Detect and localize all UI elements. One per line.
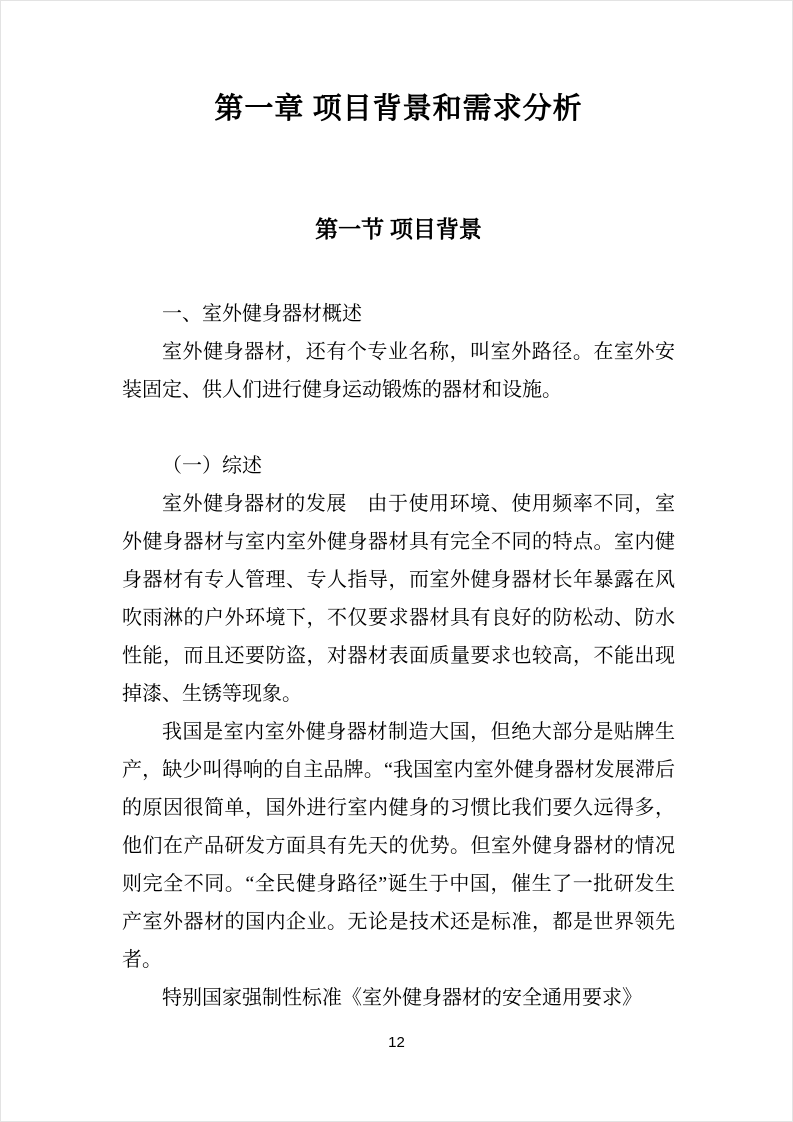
paragraph: 一、室外健身器材概述 [162,302,362,325]
paragraph: 我国是室内室外健身器材制造大国，但绝大部分是贴牌生产，缺少叫得响的自主品牌。“我国室内室外健身器材发展滞后的原因很简单，国外进行室内健身的习惯比我们要久远得多，他们在产品研发方面具有先天的优势。但室外健身器材的情况则完全不同。“全民健身路径”诞生于中国，催生了一批研发生产室外器材的国内企业。无论是技术还是标准，都是世界领先者。 [122,720,675,971]
paragraph: 室外健身器材，还有个专业名称，叫室外路径。在室外安装固定、供人们进行健身运动锻炼的器材和设施。 [122,340,675,401]
paragraph: 室外健身器材的发展 由于使用环境、使用频率不同，室外健身器材与室内室外健身器材具有完全不同的特点。室内健身器材有专人管理、专人指导，而室外健身器材长年暴露在风吹雨淋的户外环境下，不仅要求器材具有良好的防松动、防水性能，而且还要防盗，对器材表面质量要求也较高，不能出现掉漆、生锈等现象。 [122,492,675,705]
page-number: 12 [388,1034,405,1051]
paragraph: （一）综述 [162,454,262,477]
chapter-title: 第一章 项目背景和需求分析 [214,93,583,125]
section-title: 第一节 项目背景 [315,216,482,242]
paragraph: 特别国家强制性标准《室外健身器材的安全通用要求》 [162,986,642,1009]
document-body [122,295,675,1017]
page-content [1,1,792,1017]
